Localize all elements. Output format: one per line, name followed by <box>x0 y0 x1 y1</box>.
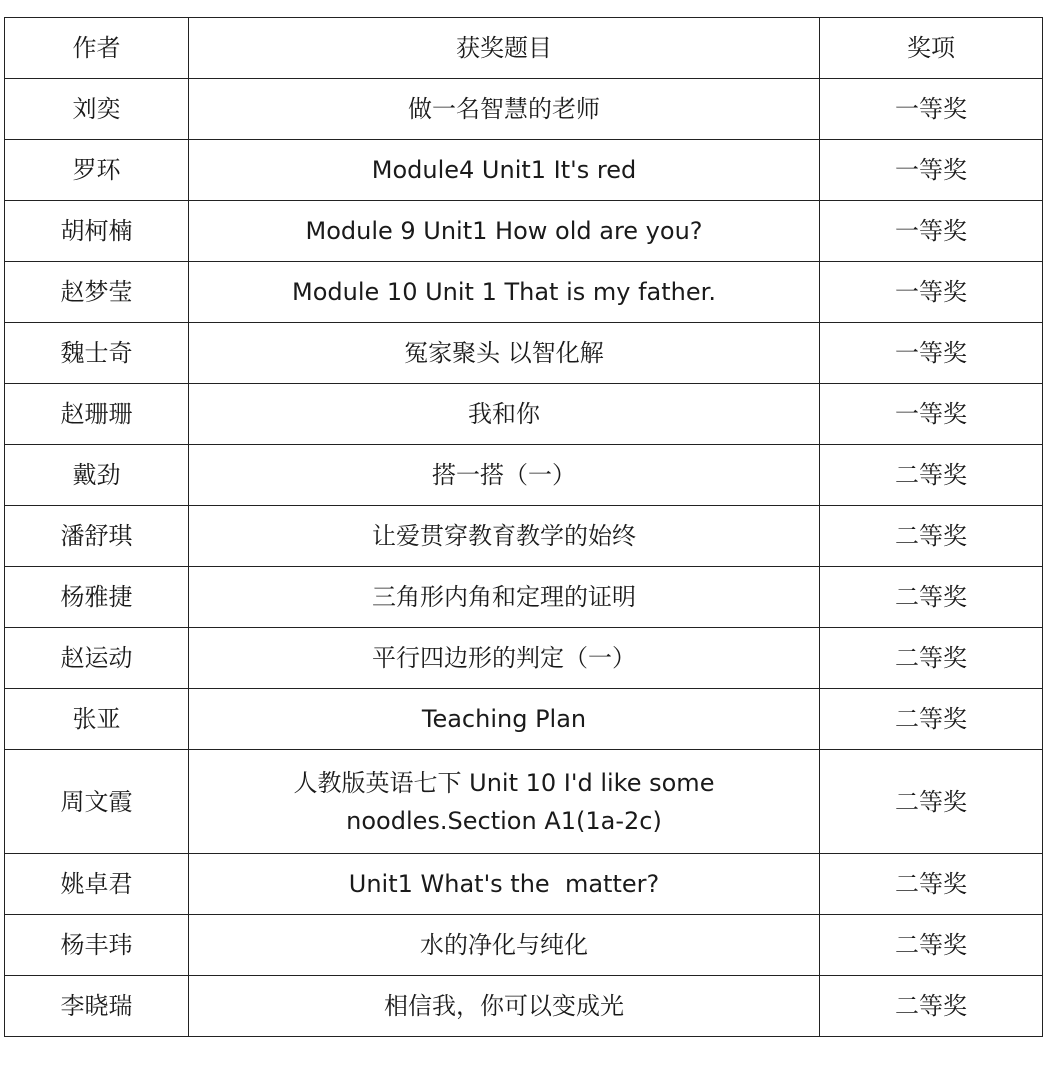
title-text: 人教版英语七下 Unit 10 I'd like some noodles.Section A1(1a-2c) <box>293 768 715 835</box>
title-cell: 做一名智慧的老师 <box>189 79 820 140</box>
award-cell: 一等奖 <box>820 262 1043 323</box>
award-cell: 二等奖 <box>820 506 1043 567</box>
award-cell: 一等奖 <box>820 140 1043 201</box>
title-cell <box>189 750 820 854</box>
author-cell: 戴劲 <box>5 445 189 506</box>
title-cell: 搭一搭（一） <box>189 445 820 506</box>
header-title: 获奖题目 <box>189 18 820 79</box>
title-cell: 冤家聚头 以智化解 <box>189 323 820 384</box>
title-cell: 水的净化与纯化 <box>189 915 820 976</box>
author-cell: 魏士奇 <box>5 323 189 384</box>
award-cell: 二等奖 <box>820 689 1043 750</box>
award-cell: 一等奖 <box>820 201 1043 262</box>
table-row <box>5 201 1043 262</box>
author-cell: 周文霞 <box>5 750 189 854</box>
table-row <box>5 915 1043 976</box>
award-cell: 一等奖 <box>820 323 1043 384</box>
table-row <box>5 628 1043 689</box>
award-cell: 一等奖 <box>820 79 1043 140</box>
title-cell: 我和你 <box>189 384 820 445</box>
award-cell: 二等奖 <box>820 445 1043 506</box>
award-cell: 二等奖 <box>820 915 1043 976</box>
author-cell: 杨雅捷 <box>5 567 189 628</box>
title-cell: 让爱贯穿教育教学的始终 <box>189 506 820 567</box>
table-row <box>5 750 1043 854</box>
author-cell: 胡柯楠 <box>5 201 189 262</box>
award-table <box>4 17 1043 1037</box>
title-cell: 平行四边形的判定（一） <box>189 628 820 689</box>
table-row <box>5 506 1043 567</box>
title-cell: Module 9 Unit1 How old are you? <box>189 201 820 262</box>
table-row <box>5 976 1043 1037</box>
author-cell: 赵梦莹 <box>5 262 189 323</box>
author-cell: 张亚 <box>5 689 189 750</box>
table-row <box>5 445 1043 506</box>
author-cell: 潘舒琪 <box>5 506 189 567</box>
title-cell: Unit1 What's the matter? <box>189 854 820 915</box>
table-row <box>5 79 1043 140</box>
table-row <box>5 689 1043 750</box>
author-cell: 罗环 <box>5 140 189 201</box>
award-cell: 二等奖 <box>820 854 1043 915</box>
author-cell: 李晓瑞 <box>5 976 189 1037</box>
title-cell: 相信我，你可以变成光 <box>189 976 820 1037</box>
title-cell: Module 10 Unit 1 That is my father. <box>189 262 820 323</box>
table-row <box>5 384 1043 445</box>
table-header-row <box>5 18 1043 79</box>
header-award: 奖项 <box>820 18 1043 79</box>
author-cell: 赵珊珊 <box>5 384 189 445</box>
award-cell: 二等奖 <box>820 567 1043 628</box>
award-cell: 二等奖 <box>820 976 1043 1037</box>
award-cell: 一等奖 <box>820 384 1043 445</box>
author-cell: 刘奕 <box>5 79 189 140</box>
table-row <box>5 323 1043 384</box>
title-cell: 三角形内角和定理的证明 <box>189 567 820 628</box>
author-cell: 姚卓君 <box>5 854 189 915</box>
author-cell: 赵运动 <box>5 628 189 689</box>
title-cell: Teaching Plan <box>189 689 820 750</box>
author-cell: 杨丰玮 <box>5 915 189 976</box>
table-row <box>5 140 1043 201</box>
table-row <box>5 262 1043 323</box>
table-row <box>5 567 1043 628</box>
table-row <box>5 854 1043 915</box>
title-cell: Module4 Unit1 It's red <box>189 140 820 201</box>
award-cell: 二等奖 <box>820 628 1043 689</box>
award-cell: 二等奖 <box>820 750 1043 854</box>
header-author: 作者 <box>5 18 189 79</box>
